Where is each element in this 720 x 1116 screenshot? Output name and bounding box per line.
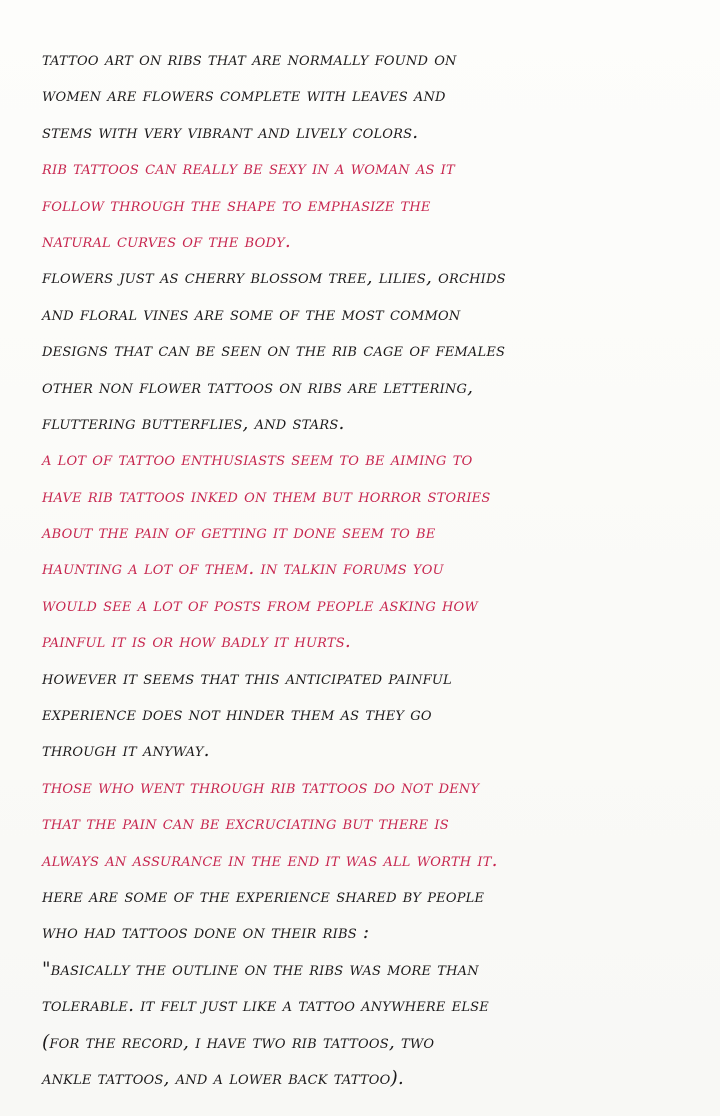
text-line-17: painful it is or how badly it hurts. [42,631,351,653]
text-line-5: follow through the shape to emphasize the [42,194,431,216]
text-line-25: who had tattoos done on their ribs : [42,922,370,944]
text-line-23: always an assurance in the end it was all worth it. [42,849,498,871]
text-line-22: that the pain can be excruciating but there is [42,813,449,835]
text-line-11: fluttering butterflies, and stars. [42,412,345,434]
text-line-6: natural curves of the body. [42,230,291,252]
text-line-21: those who went through rib tattoos do not deny [42,776,480,798]
calligraphy-text-block [42,42,697,1097]
text-line-2: women are flowers complete with leaves and [42,85,446,107]
text-line-26: "basically the outline on the ribs was more than [42,958,479,980]
text-line-4: rib tattoos can really be sexy in a woman as it [42,158,455,180]
text-line-28: (for the record, i have two rib tattoos, two [42,1031,435,1053]
text-line-7: flowers just as cherry blossom tree, lilies, orchids [42,267,506,289]
text-line-10: other non flower tattoos on ribs are lettering, [42,376,474,398]
text-line-29: ankle tattoos, and a lower back tattoo). [42,1067,404,1089]
text-line-8: and floral vines are some of the most common [42,303,461,325]
text-line-3: stems with very vibrant and lively colors. [42,121,419,143]
text-line-1: tattoo art on ribs that are normally found on [42,49,457,70]
text-line-24: here are some of the experience shared by people [42,885,485,907]
text-line-14: about the pain of getting it done seem to be [42,522,436,544]
text-line-20: through it anyway. [42,740,210,762]
text-line-13: have rib tattoos inked on them but horror stories [42,485,491,507]
text-line-18: however it seems that this anticipated painful [42,667,452,689]
text-line-15: haunting a lot of them. in talkin forums you [42,558,444,580]
text-line-27: tolerable. it felt just like a tattoo anywhere else [42,995,489,1017]
text-line-9: designs that can be seen on the rib cage of females [42,340,506,362]
text-line-12: a lot of tattoo enthusiasts seem to be aiming to [42,449,473,471]
text-line-16: would see a lot of posts from people asking how [42,594,478,616]
text-line-19: experience does not hinder them as they go [42,704,432,726]
